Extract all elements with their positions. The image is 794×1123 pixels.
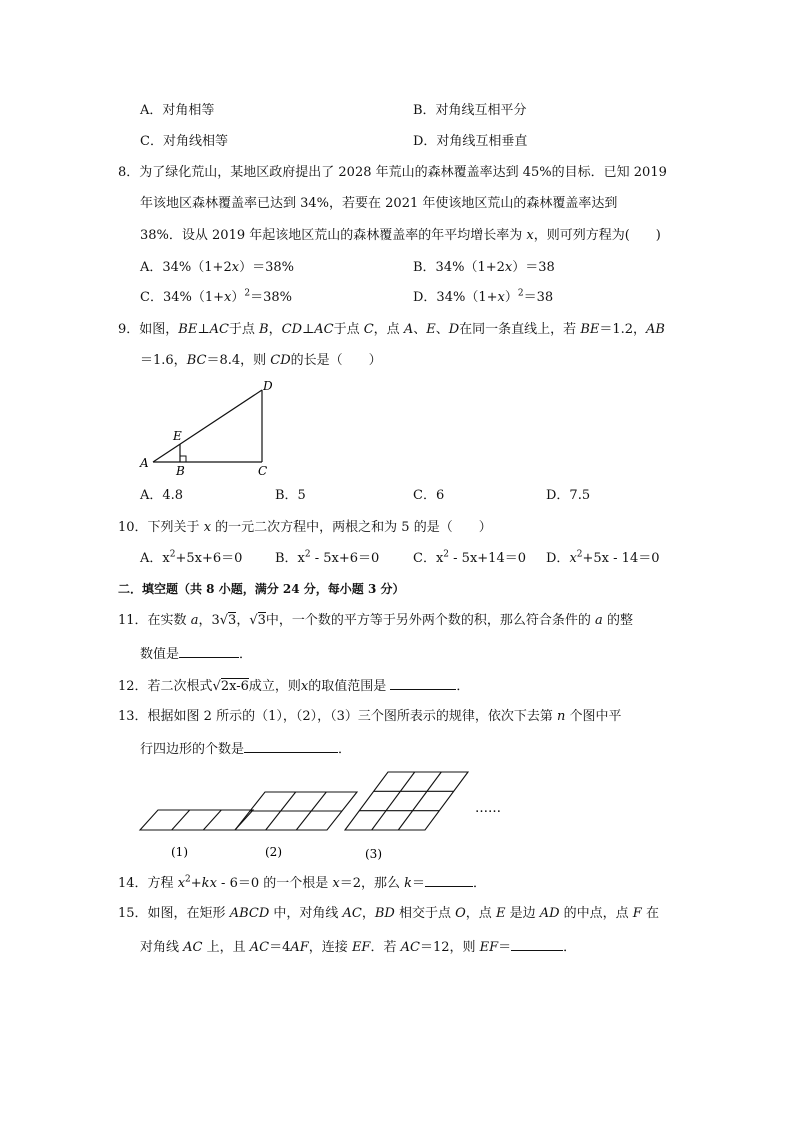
segment-ad <box>153 390 262 462</box>
figure-1 <box>140 810 253 830</box>
continuation-dots: …… <box>475 801 501 816</box>
q10-option-b: B．$x^2 - 5x+6=0$ <box>275 549 380 566</box>
q9-option-b: B．5 <box>275 488 306 503</box>
q10-option-c: C．$x^2 - 5x+14=0$ <box>413 549 526 566</box>
q12-stem: 12．若二次根式√2x-6成立，则x的取值范围是 ． <box>118 675 469 697</box>
label-e: E <box>173 429 182 443</box>
q8-option-a: A．34%（1+2x）＝38% <box>140 260 294 275</box>
sqrt-symbol: √ <box>249 613 258 628</box>
q10-option-d: D．$x^2+5x - 14=0$ <box>546 549 660 566</box>
section-fill-blank-heading: 二．填空题（共 8 小题，满分 24 分，每小题 3 分） <box>118 582 405 596</box>
label-d: D <box>263 379 273 393</box>
caption-1: (1) <box>171 845 188 859</box>
q9-option-a: A．4.8 <box>140 488 184 503</box>
q8-stem-line3: 38%．设从 2019 年起该地区荒山的森林覆盖率的年平均增长率为 x，则可列方程为( ) <box>140 228 661 243</box>
caption-2: (2) <box>265 845 282 859</box>
q13-stem-line2: 行四边形的个数是 ． <box>140 738 351 760</box>
q14-stem: 14．方程 $x^2+kx - 6=0$ 的一个根是 x＝2，那么 k＝ ． <box>118 872 486 894</box>
q10-option-a: A．$x^2+5x+6=0$ <box>140 549 243 566</box>
figure-3 <box>345 772 468 830</box>
q8-stem-line2: 年该地区森林覆盖率已达到 34%，若要在 2021 年使该地区荒山的森林覆盖率达到 <box>140 196 618 211</box>
q9-stem-line1: 9．如图，BE⊥AC于点 B，CD⊥AC于点 C，点 A、E、D在同一条直线上，若 BE＝1.2，AB <box>118 322 665 337</box>
label-b: B <box>176 464 185 478</box>
q13-stem-line1: 13．根据如图 2 所示的（1），（2），（3）三个图所表示的规律，依次下去第 n 个图中平 <box>118 709 622 724</box>
q7-option-c: C．对角线相等 <box>140 134 228 149</box>
q10-stem: 10．下列关于 x 的一元二次方程中，两根之和为 5 的是（ ） <box>118 520 492 535</box>
caption-3: (3) <box>365 847 382 861</box>
q9-triangle-figure <box>135 379 285 478</box>
right-angle-mark <box>180 456 186 462</box>
label-a: A <box>140 456 149 470</box>
answer-blank[interactable] <box>179 643 239 658</box>
q15-stem-line2: 对角线 AC 上，且 AC＝4AF，连接 EF．若 AC＝12，则 EF＝ ． <box>140 936 576 958</box>
q7-option-d: D．对角线互相垂直 <box>413 134 528 149</box>
q9-stem-line2: ＝1.6，BC＝8.4，则 CD的长是（ ） <box>140 353 382 368</box>
q7-option-b: B．对角线互相平分 <box>413 103 527 118</box>
q8-option-b: B．34%（1+2x）＝38 <box>413 260 555 275</box>
q11-stem-line2: 数值是 ． <box>140 643 252 665</box>
answer-blank[interactable] <box>244 738 338 753</box>
q15-stem-line1: 15．如图，在矩形 ABCD 中，对角线 AC，BD 相交于点 O，点 E 是边 AD 的中点，点 F 在 <box>118 906 659 921</box>
q8-stem-line1: 8．为了绿化荒山，某地区政府提出了 2028 年荒山的森林覆盖率达到 45%的目标．已知 2019 <box>118 165 667 180</box>
q7-option-a: A．对角相等 <box>140 103 215 118</box>
q8-option-c: C．$34\%(1+x)^2=38\%$ <box>140 288 293 305</box>
answer-blank[interactable] <box>425 872 473 887</box>
q11-stem-line1: 11．在实数 a，3√3，√3中，一个数的平方等于另外两个数的积，那么符合条件的 a 的整 <box>118 613 633 628</box>
q13-parallelogram-figures <box>135 768 515 863</box>
q8-option-d: D．$34\%(1+x)^2=38$ <box>413 288 554 305</box>
label-c: C <box>258 464 268 478</box>
figure-2 <box>235 792 357 830</box>
answer-blank[interactable] <box>390 675 456 690</box>
answer-blank[interactable] <box>511 936 563 951</box>
sqrt-symbol: √ <box>212 679 221 694</box>
q9-option-d: D．7.5 <box>546 488 591 503</box>
sqrt-symbol: √ <box>219 613 229 628</box>
q9-option-c: C．6 <box>413 488 445 503</box>
